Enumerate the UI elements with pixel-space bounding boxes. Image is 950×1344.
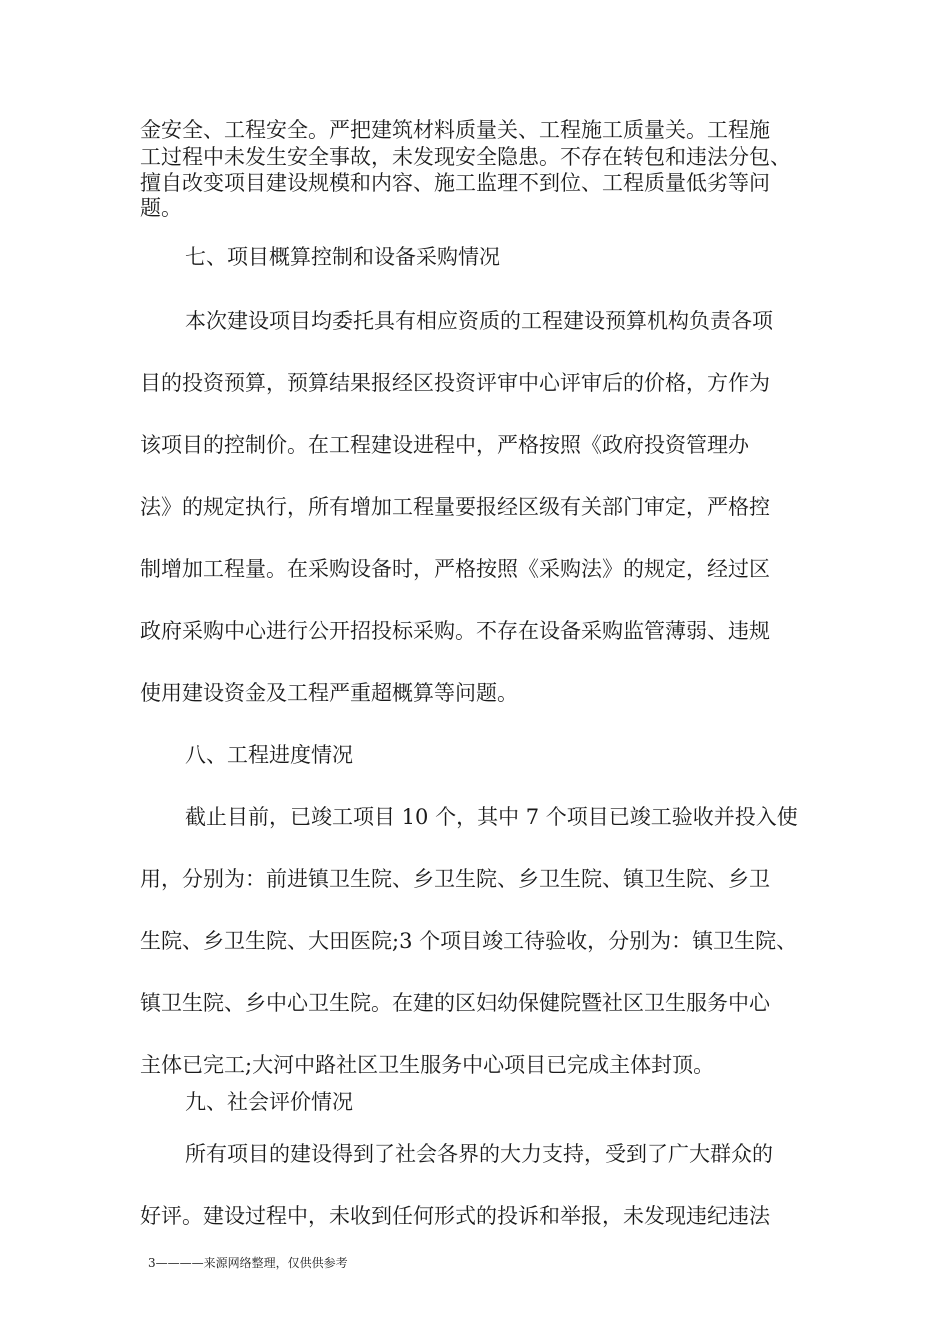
- section-heading-7: 七、项目概算控制和设备采购情况: [185, 245, 500, 269]
- section-heading-9: 九、社会评价情况: [185, 1090, 353, 1114]
- paragraph-line: 政府采购中心进行公开招投标采购。不存在设备采购监管薄弱、违规: [140, 619, 770, 643]
- paragraph-line: 题。: [140, 196, 182, 220]
- paragraph-line: 金安全、工程安全。严把建筑材料质量关、工程施工质量关。工程施: [140, 118, 770, 142]
- paragraph-line: 用，分别为：前进镇卫生院、乡卫生院、乡卫生院、镇卫生院、乡卫: [140, 867, 770, 891]
- paragraph-line: 制增加工程量。在采购设备时，严格按照《采购法》的规定，经过区: [140, 557, 770, 581]
- paragraph-line: 好评。建设过程中，未收到任何形式的投诉和举报，未发现违纪违法: [140, 1204, 770, 1228]
- paragraph-line: 目的投资预算，预算结果报经区投资评审中心评审后的价格，方作为: [140, 371, 770, 395]
- paragraph-line: 所有项目的建设得到了社会各界的大力支持，受到了广大群众的: [185, 1142, 773, 1166]
- page-footer: 3————来源网络整理，仅供供参考: [148, 1256, 348, 1270]
- paragraph-line: 该项目的控制价。在工程建设进程中，严格按照《政府投资管理办: [140, 433, 749, 457]
- section-heading-8: 八、工程进度情况: [185, 743, 353, 767]
- paragraph-line: 镇卫生院、乡中心卫生院。在建的区妇幼保健院暨社区卫生服务中心: [140, 991, 770, 1015]
- paragraph-line: 使用建设资金及工程严重超概算等问题。: [140, 681, 518, 705]
- paragraph-line: 本次建设项目均委托具有相应资质的工程建设预算机构负责各项: [185, 309, 773, 333]
- paragraph-line: 生院、乡卫生院、大田医院;3 个项目竣工待验收，分别为：镇卫生院、: [140, 929, 798, 953]
- paragraph-line: 截止目前，已竣工项目 10 个，其中 7 个项目已竣工验收并投入使: [185, 805, 798, 829]
- paragraph-line: 擅自改变项目建设规模和内容、施工监理不到位、工程质量低劣等问: [140, 171, 770, 195]
- paragraph-line: 工过程中未发生安全事故，未发现安全隐患。不存在转包和违法分包、: [140, 145, 791, 169]
- paragraph-line: 法》的规定执行，所有增加工程量要报经区级有关部门审定，严格控: [140, 495, 770, 519]
- paragraph-line: 主体已完工;大河中路社区卫生服务中心项目已完成主体封顶。: [140, 1053, 715, 1077]
